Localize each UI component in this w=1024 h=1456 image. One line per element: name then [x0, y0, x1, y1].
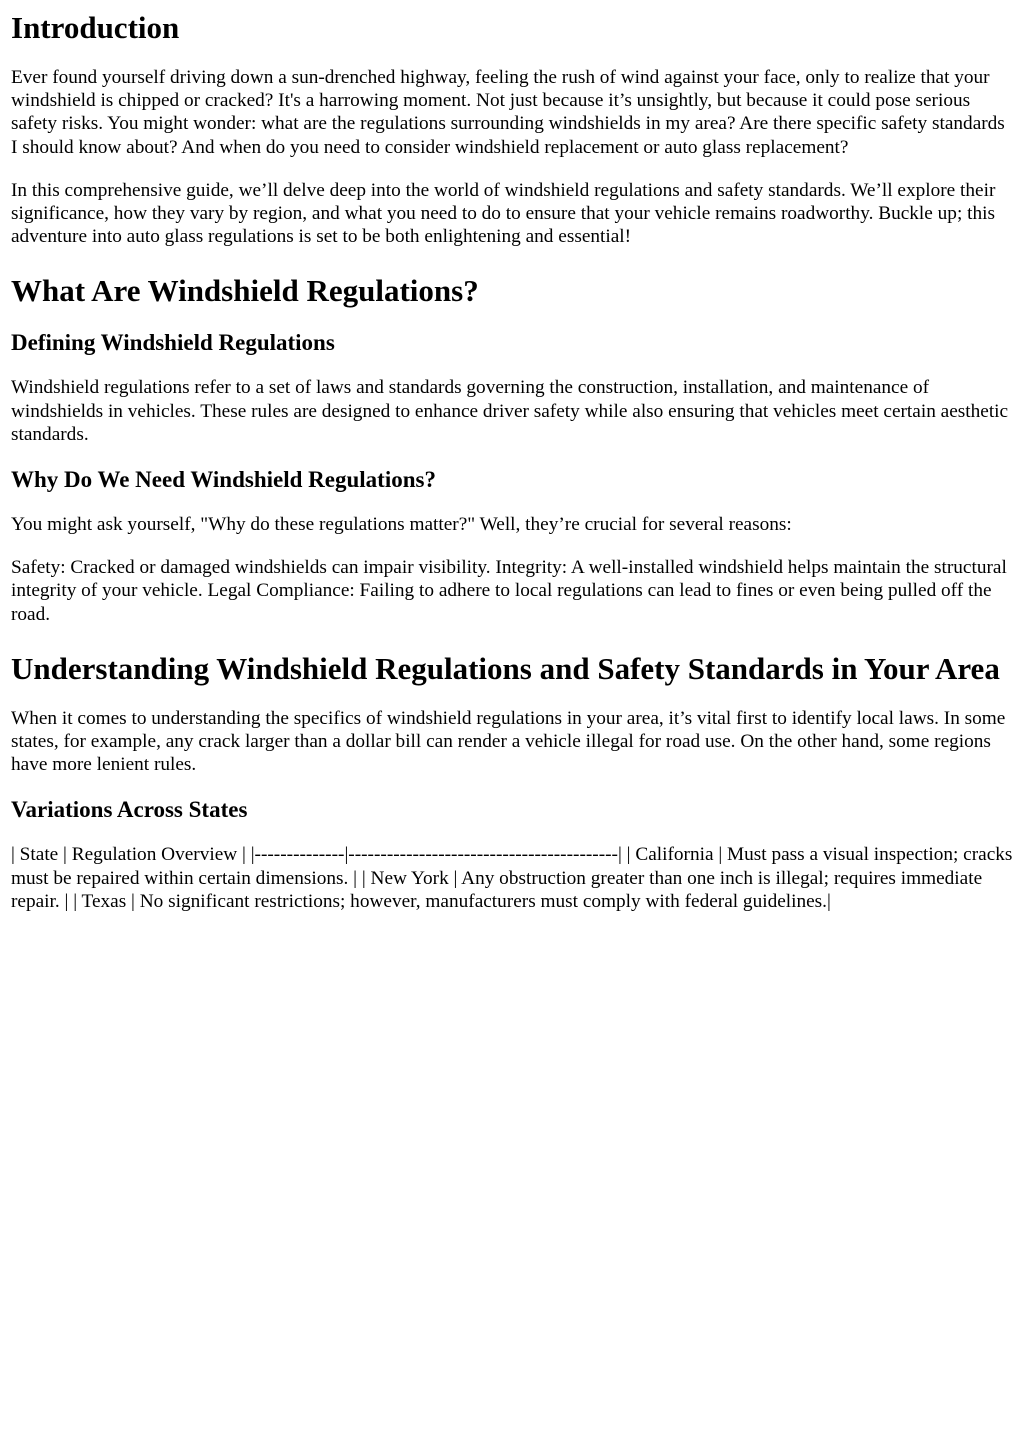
article [0, 10, 1024, 913]
what-are-regulations-heading: What Are Windshield Regulations? [11, 273, 479, 309]
why-regulations-heading: Why Do We Need Windshield Regulations? [11, 467, 436, 493]
intro-heading: Introduction [11, 10, 180, 45]
defining-regulations-heading: Defining Windshield Regulations [11, 330, 335, 356]
intro-paragraph-2: In this comprehensive guide, we’ll delve deep into the world of windshield regulations and safety standards. We’ll explore their significance, how they vary by region, and what you need to do to ensure that your vehicle remains roadworthy. Buckle up; this adventure into auto glass regulations is set to be both enlightening and essential! [11, 179, 996, 248]
why-regulations-paragraph-1: You might ask yourself, "Why do these regulations matter?" Well, they’re crucial for several reasons: [11, 514, 792, 536]
understanding-regulations-paragraph: When it comes to understanding the specifics of windshield regulations in your area, it’s vital first to identify local laws. In some states, for example, any crack larger than a dollar bill can render a vehicle illegal for road use. On the other hand, some regions have more lenient rules. [11, 707, 1006, 776]
intro-paragraph-1: Ever found yourself driving down a sun-drenched highway, feeling the rush of wind against your face, only to realize that your windshield is chipped or cracked? It's a harrowing moment. Not just because it’s unsightly, but because it could pose serious safety risks. You might wonder: what are the regulations surrounding windshields in my area? Are there specific safety standards I should know about? And when do you need to consider windshield replacement or auto glass replacement? [11, 67, 1005, 158]
variations-across-states-heading: Variations Across States [11, 797, 248, 823]
defining-regulations-paragraph: Windshield regulations refer to a set of laws and standards governing the construction, installation, and maintenance of windshields in vehicles. These rules are designed to enhance driver safety while also ensuring that vehicles meet certain aesthetic standards. [11, 377, 1009, 445]
variations-table-text: | State | Regulation Overview | |--------------|------------------------------------------| | California | Must pass a visual inspection; cracks must be repaired within certain dimensions. | | New York | Any obstruction greater than one inch is illegal; requires immediate repair. | | Texas | No significant restrictions; however, manufacturers must comply with federal guidelines.| [11, 844, 1013, 912]
why-regulations-paragraph-2: Safety: Cracked or damaged windshields can impair visibility. Integrity: A well-installed windshield helps maintain the structural integrity of your vehicle. Legal Compliance: Failing to adhere to local regulations can lead to fines or even being pulled off the road. [11, 557, 1007, 625]
understanding-regulations-heading: Understanding Windshield Regulations and Safety Standards in Your Area [11, 650, 1000, 686]
